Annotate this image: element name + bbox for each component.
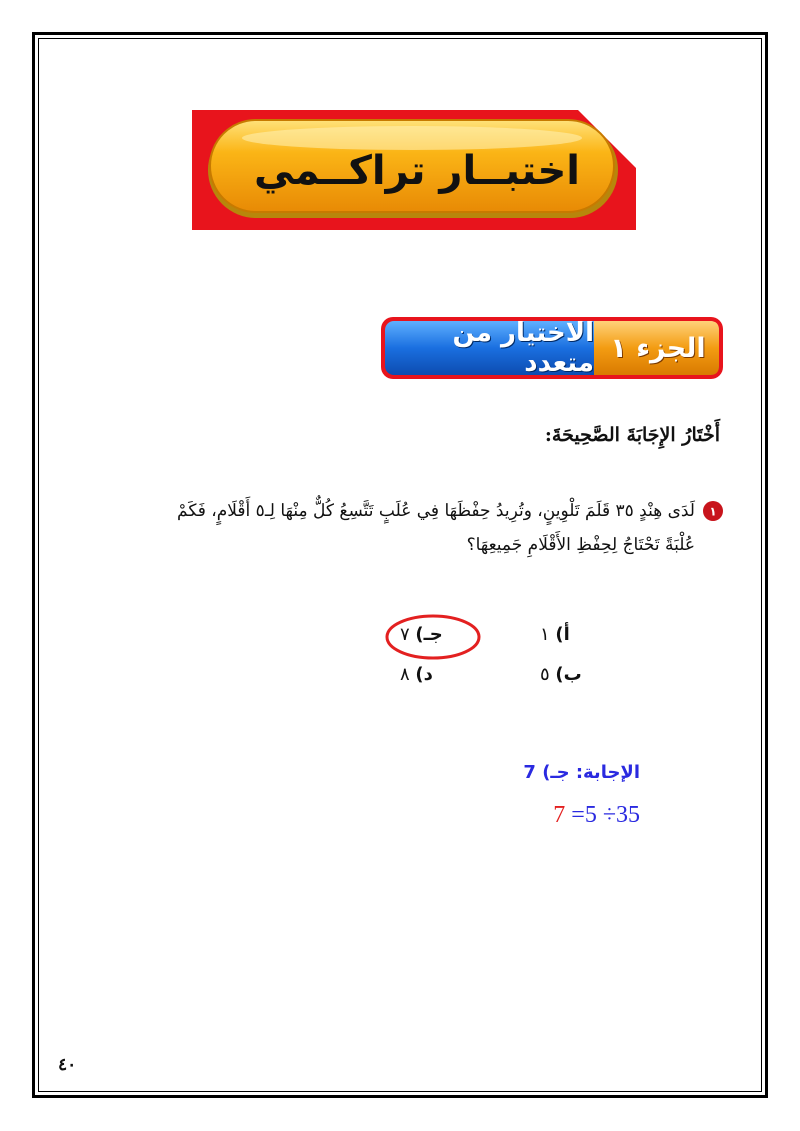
section-banner bbox=[380, 316, 724, 380]
title-banner bbox=[186, 108, 638, 234]
option-a-value: ١ bbox=[540, 624, 550, 645]
option-c-value: ٧ bbox=[400, 624, 410, 645]
question-number-badge bbox=[702, 500, 724, 522]
option-d[interactable] bbox=[400, 664, 433, 685]
answer-equation bbox=[500, 802, 640, 829]
selected-answer-circle bbox=[384, 613, 482, 661]
option-b[interactable] bbox=[540, 664, 582, 685]
instruction-text: أَخْتَارُ الإِجَابَةَ الصَّحِيحَةَ: bbox=[544, 424, 720, 446]
question-text: لَدَى هِنْدٍ ٣٥ قَلَمَ تَلْوِينٍ، وتُرِيدُ حِفْظَهَا فِي عُلَبٍ تَتَّسِعُ كُلٌّ مِنْهَا لِـ٥ أَقْلَامٍ، فَكَمْ عُلْبَةً تَحْتَاجُ لِحِفْظِ الأَقْلَامِ جَمِيعِهَا؟ bbox=[177, 501, 695, 555]
option-d-letter: د) bbox=[415, 664, 433, 685]
answer-label: الإجابة: جـ) 7 bbox=[523, 762, 640, 783]
option-b-letter: ب) bbox=[555, 664, 582, 685]
page-number: ٤٠ bbox=[58, 1055, 77, 1075]
option-a[interactable] bbox=[540, 624, 570, 645]
section-title: الاختيار من متعدد bbox=[452, 318, 594, 378]
equation-expression: =5 ÷35 bbox=[565, 802, 640, 828]
section-number: الجزء ١ bbox=[610, 332, 706, 364]
option-c-letter: جـ) bbox=[415, 624, 443, 645]
option-d-value: ٨ bbox=[400, 664, 410, 685]
question-number: ١ bbox=[709, 504, 717, 519]
option-b-value: ٥ bbox=[540, 664, 550, 685]
option-a-letter: أ) bbox=[555, 624, 570, 645]
page-title: اختبــار تراكــمي bbox=[254, 148, 581, 194]
equation-result: 7 bbox=[553, 802, 566, 828]
